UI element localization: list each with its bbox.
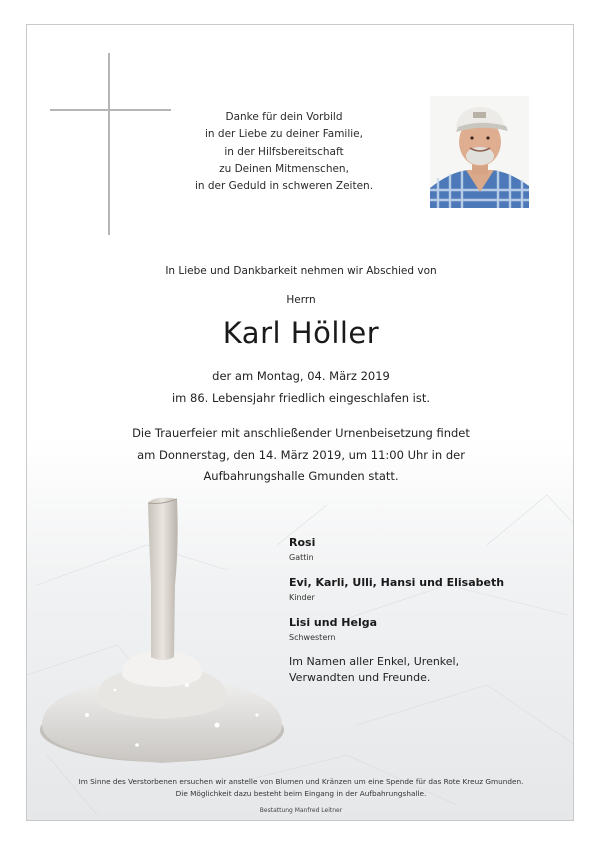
- obituary-card: [26, 24, 574, 821]
- mourners-list: [289, 536, 549, 686]
- age-line: im 86. Lebensjahr friedlich eingeschlafen ist.: [171, 391, 431, 405]
- verse-line: zu Deinen Mitmenschen,: [219, 162, 349, 175]
- closing-line: Verwandten und Freunde.: [289, 671, 431, 684]
- mourner-name: Lisi und Helga: [289, 616, 378, 629]
- funeral-info-line: Aufbahrungshalle Gmunden statt.: [203, 469, 399, 483]
- verse-line: in der Hilfsbereitschaft: [224, 145, 344, 158]
- cross-vertical-beam: [108, 53, 110, 235]
- funeral-info-line: Die Trauerfeier mit anschließender Urnenbeisetzung findet: [132, 426, 470, 440]
- mourner-relation: Gattin: [289, 553, 314, 562]
- donation-note: Im Sinne des Verstorbenen ersuchen wir anstelle von Blumen und Kränzen um eine Spende für das Rote Kreuz Gmunden.: [78, 777, 524, 786]
- portrait-photo: [430, 96, 529, 208]
- mourner-name: Rosi: [289, 536, 316, 549]
- cross-horizontal-beam: [50, 109, 171, 111]
- undertaker-credit: Bestattung Manfred Leitner: [259, 807, 343, 814]
- donation-note-location: Die Möglichkeit dazu besteht beim Eingang in der Aufbahrungshalle.: [175, 789, 427, 798]
- verse-line: in der Geduld in schweren Zeiten.: [194, 180, 374, 193]
- death-date-line: der am Montag, 04. März 2019: [212, 369, 390, 383]
- memorial-verse: [179, 109, 389, 195]
- honorific: Herrn: [286, 294, 316, 306]
- farewell-intro: In Liebe und Dankbarkeit nehmen wir Abschied von: [165, 265, 437, 277]
- mourner-relation: Schwestern: [289, 633, 336, 642]
- mourner-relation: Kinder: [289, 593, 315, 602]
- closing-text: [289, 654, 549, 686]
- mourner-name: Evi, Karli, Ulli, Hansi und Elisabeth: [289, 576, 505, 589]
- funeral-info-line: am Donnerstag, den 14. März 2019, um 11:00 Uhr in der: [137, 448, 465, 462]
- verse-line: in der Liebe zu deiner Familie,: [205, 128, 363, 141]
- deceased-name: Karl Höller: [222, 316, 380, 350]
- verse-line: Danke für dein Vorbild: [225, 111, 343, 123]
- closing-line: Im Namen aller Enkel, Urenkel,: [289, 655, 460, 668]
